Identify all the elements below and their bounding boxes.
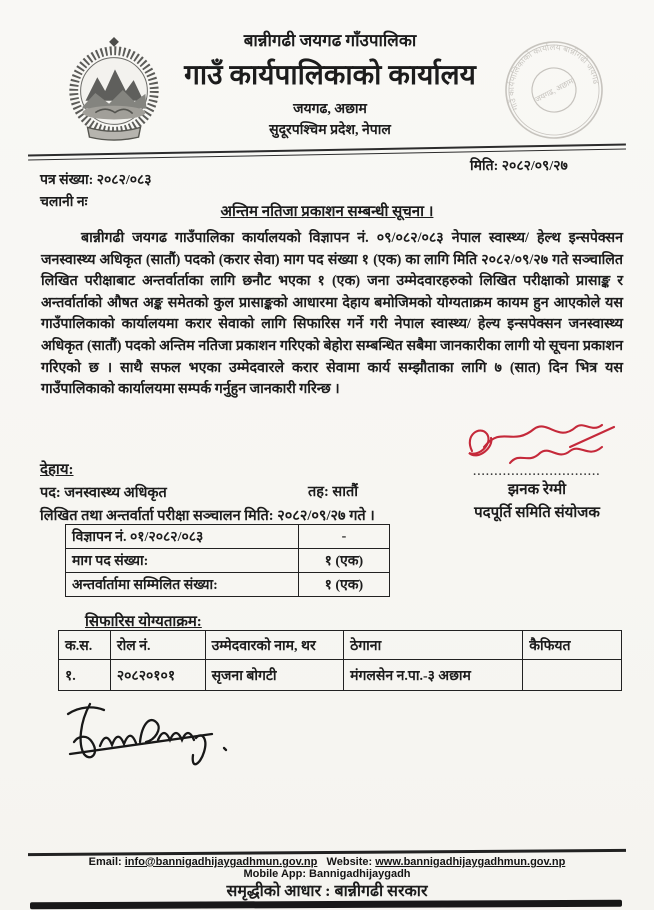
cell-roll-number: २०८२०१०१ — [110, 660, 205, 691]
summary-label: माग पद संख्या: — [66, 549, 299, 573]
table-row — [66, 525, 390, 549]
email-label: Email: — [88, 856, 122, 868]
col-address: ठेगाना — [344, 631, 523, 660]
merit-list-heading: सिफारिस योग्यताक्रम: — [85, 614, 202, 630]
table-row — [66, 573, 390, 597]
advertisement-summary-table — [65, 524, 390, 597]
website-address: www.bannigadhijaygadhmun.gov.np — [375, 856, 566, 868]
summary-value: १ (एक) — [298, 573, 389, 597]
stamp-ring-text: गाउँ कार्यपालिकाको कार्यालय बान्नीगढी जयगढ — [505, 41, 602, 113]
col-serial-number: क.स. — [59, 631, 111, 660]
municipality-name: बान्नीगढी जयगढ गाँउपालिका — [243, 31, 417, 50]
summary-value: - — [298, 525, 389, 549]
coordinator-signature-icon — [452, 419, 627, 471]
merit-list-table — [58, 630, 622, 691]
details-heading: देहाय: — [40, 462, 74, 478]
cell-candidate-name: सृजना बोगटी — [205, 660, 344, 691]
table-row — [59, 660, 622, 691]
table-header-row — [59, 631, 622, 660]
col-candidate-name: उम्मेदवारको नाम, थर — [205, 631, 344, 660]
notice-title: अन्तिम नतिजा प्रकाशन सम्बन्धी सूचना । — [220, 204, 434, 220]
post-name: पद: जनस्वास्थ्य अधिकृत — [40, 485, 167, 501]
website-label: Website: — [326, 856, 373, 868]
verifier-signature-icon — [56, 690, 266, 775]
footer-slogan: समृद्धीको आधार : बान्नीगढी सरकार — [226, 883, 428, 900]
email-address: info@bannigadhijaygadhmun.gov.np — [124, 856, 318, 868]
col-roll-number: रोल नं. — [110, 631, 205, 660]
signatory-designation: पदपूर्ति समिति संयोजक — [474, 505, 600, 521]
red-signature-svg — [452, 419, 627, 471]
mobile-app-line: Mobile App: Bannigadhijaygadh — [243, 868, 411, 880]
exam-date-line: लिखित तथा अन्तर्वार्ता परीक्षा सञ्चालन मिति: २०८२/०९/२७ गते । — [40, 508, 375, 524]
cell-serial-number: १. — [59, 660, 111, 691]
signature-dotted-line: .............................. — [473, 466, 601, 478]
letter-date: मिति: २०८२/०९/२७ — [470, 159, 568, 174]
chalani-number: चलानी नः — [40, 195, 88, 210]
col-remarks: कैफियत — [523, 631, 622, 660]
office-location: जयगढ, अछाम — [293, 102, 367, 117]
table-row — [66, 549, 390, 573]
post-level: तह: सातौं — [308, 484, 358, 500]
summary-label: अन्तर्वार्तामा सम्मिलित संख्या: — [66, 573, 299, 597]
black-signature-svg — [56, 690, 266, 775]
footer-separator-line — [28, 849, 626, 856]
office-title: गाउँ कार्यपालिकाको कार्यालय — [184, 60, 476, 91]
summary-value: १ (एक) — [298, 549, 389, 573]
cell-remarks — [523, 660, 622, 691]
cell-address: मंगलसेन न.पा.-३ अछाम — [344, 660, 523, 691]
stamp-center-text: जयगढ, अछाम — [533, 76, 575, 105]
notice-body-paragraph: बान्नीगढी जयगढ गाउँपालिका कार्यालयको विज्ञापन नं. ०९/०८२/०८३ नेपाल स्वास्थ्य/ हेल्थ इन्सपेक्सन जनस्वास्थ्य अधिकृत (सातौं) पदको (करार सेवा) माग पद संख्या १ (एक) का लागि मिति २०८२/०९/२७ गते सञ्चालित लिखित परीक्षाबाट अन्तर्वार्ताका लागि छनौट भएका १ (एक) जना उम्मेदवारहरुको लिखित परीक्षाको प्रासाङ्क र अन्तर्वार्ताको औषत अङ्क समेतको कुल प्रासाङ्कको आधारमा देहाय बमोजिमको योग्यताक्रम कायम हुन आएकोले यस गाउँपालिकाको कार्यालयमा करार सेवाको लागि सिफारिस गर्ने गरी नेपाल स्वास्थ्य/ हेल्य इन्सपेक्सन जनस्वास्थ्य अधिकृत (सातौं) पदको अन्तिम नतिजा प्रकाशन गरिएको बेहोरा सम्बन्धित सबैमा जानकारीका लागी यो सूचना प्रकाशन गरिएको छ । साथै सफल भएका उम्मेदवारले करार सेवामा कार्य सम्झौताका लागि ७ (सात) दिन भित्र यस गाउँपालिकाको कार्यालयमा सम्पर्क गर्नुहुन जानकारी गरिन्छ । — [41, 230, 623, 398]
office-province: सुदूरपश्चिम प्रदेश, नेपाल — [269, 123, 391, 138]
footer-contact-line — [0, 856, 654, 868]
letter-ref-number: पत्र संख्या: २०८२/०८३ — [40, 173, 152, 188]
letterhead — [150, 28, 510, 139]
scan-edge-artifact — [30, 900, 622, 910]
summary-label: विज्ञापन नं. ०१/२०८२/०८३ — [66, 525, 299, 549]
signatory-name: झनक रेग्मी — [507, 482, 567, 498]
